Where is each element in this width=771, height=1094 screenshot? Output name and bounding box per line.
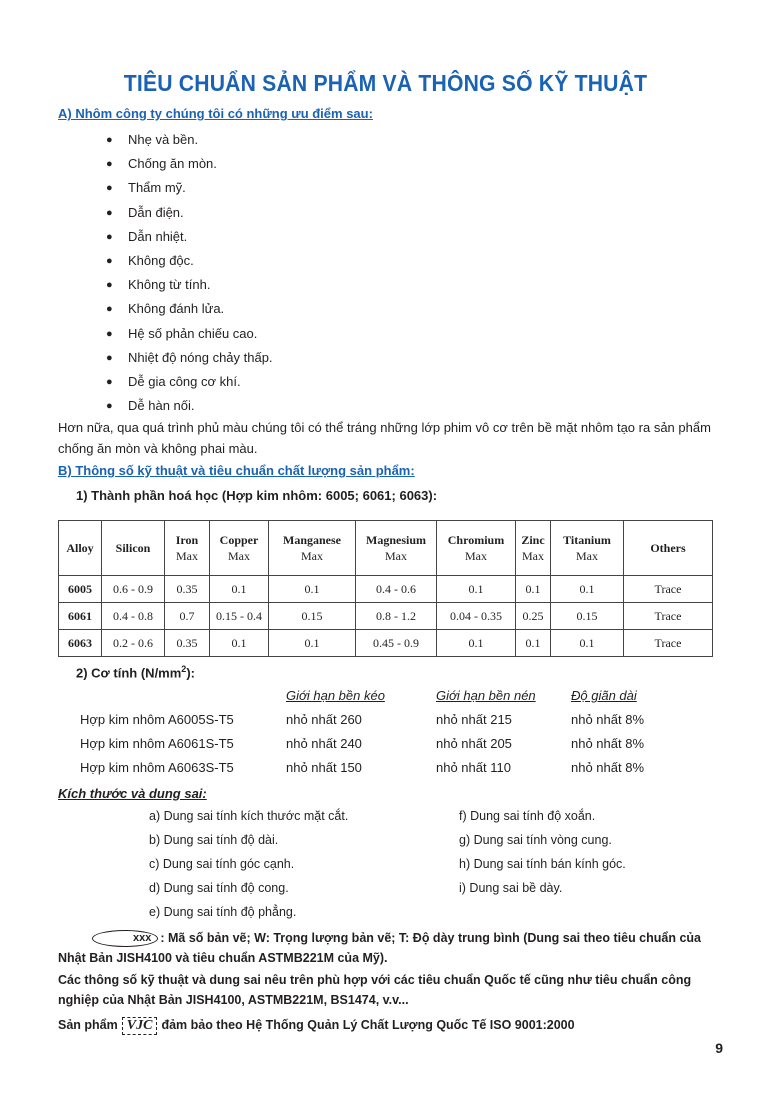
list-item: ● Thẩm mỹ. bbox=[106, 176, 273, 200]
bullet-icon: ● bbox=[106, 303, 113, 316]
col-header: Iron Max bbox=[165, 521, 210, 576]
tensile-strength-header: Giới hạn bền kéo bbox=[286, 688, 385, 703]
col-header: Manganese Max bbox=[269, 521, 356, 576]
coating-paragraph: Hơn nữa, qua quá trình phủ màu chúng tôi có thể tráng những lớp phim vô cơ trên bề mặt nhôm tạo ra sản phẩm chống ăn mòn và không phai màu. bbox=[58, 420, 711, 456]
bullet-icon: ● bbox=[106, 279, 113, 292]
bullet-icon: ● bbox=[106, 134, 113, 147]
bullet-icon: ● bbox=[106, 230, 113, 243]
elongation-header: Độ giãn dài bbox=[571, 688, 637, 703]
list-item: ● Nhiệt độ nóng chảy thấp. bbox=[106, 346, 273, 370]
list-item: ● Không từ tính. bbox=[106, 273, 273, 297]
bullet-icon: ● bbox=[106, 375, 113, 388]
alloy-name: Hợp kim nhôm A6061S-T5 bbox=[80, 736, 234, 751]
bullet-icon: ● bbox=[106, 351, 113, 364]
list-item: ● Dễ hàn nối. bbox=[106, 394, 273, 418]
vjc-logo: VJC bbox=[122, 1017, 158, 1035]
elongation-value: nhỏ nhất 8% bbox=[571, 760, 645, 775]
tensile-value: nhỏ nhất 150 bbox=[286, 760, 362, 775]
mechanical-properties-heading: 2) Cơ tính $(N/mm^2)$: bbox=[76, 664, 195, 681]
table-row: 6005 0.6 - 0.9 0.35 0.1 0.1 0.4 - 0.6 0.1 0.1 0.1 Trace bbox=[59, 576, 713, 603]
col-header: Silicon bbox=[102, 521, 165, 576]
col-header: Alloy bbox=[59, 521, 102, 576]
tensile-value: nhỏ nhất 240 bbox=[286, 736, 362, 751]
col-header: Others bbox=[624, 521, 713, 576]
tolerance-item: h) Dung sai tính bán kính góc. bbox=[459, 857, 626, 871]
table-row: 6063 0.2 - 0.6 0.35 0.1 0.1 0.45 - 0.9 0.1 0.1 0.1 Trace bbox=[59, 630, 713, 657]
tolerance-heading: Kích thước và dung sai: bbox=[58, 786, 207, 801]
alloy-name: Hợp kim nhôm A6005S-T5 bbox=[80, 712, 234, 727]
table-header-row bbox=[59, 521, 713, 576]
col-header: Chromium Max bbox=[437, 521, 516, 576]
drawing-code-badge: xxx bbox=[92, 930, 158, 947]
col-header: Zinc Max bbox=[516, 521, 551, 576]
col-header: Magnesium Max bbox=[356, 521, 437, 576]
compressive-value: nhỏ nhất 205 bbox=[436, 736, 512, 751]
bullet-icon: ● bbox=[106, 327, 113, 340]
list-item: ● Nhẹ và bền. bbox=[106, 128, 273, 152]
page-title: TIÊU CHUẨN SẢN PHẨM VÀ THÔNG SỐ KỸ THUẬT bbox=[123, 70, 648, 96]
bullet-icon: ● bbox=[106, 206, 113, 219]
page-number: 9 bbox=[715, 1040, 723, 1056]
tolerance-item: c) Dung sai tính góc cạnh. bbox=[149, 857, 295, 871]
standards-note: Các thông số kỹ thuật và dung sai nêu trên phù hợp với các tiêu chuẩn Quốc tế cũng như tiêu chuẩn công nghiệp của Nhật Bản JISH4100, ASTMB221M, BS1474, v.v... bbox=[58, 973, 692, 1007]
bullet-icon: ● bbox=[106, 182, 113, 195]
tensile-value: nhỏ nhất 260 bbox=[286, 712, 362, 727]
tolerance-item: e) Dung sai tính độ phẳng. bbox=[149, 905, 297, 919]
advantages-list bbox=[106, 128, 273, 418]
table-row: 6061 0.4 - 0.8 0.7 0.15 - 0.4 0.15 0.8 - 1.2 0.04 - 0.35 0.25 0.15 Trace bbox=[59, 603, 713, 630]
elongation-value: nhỏ nhất 8% bbox=[571, 736, 645, 751]
bullet-icon: ● bbox=[106, 255, 113, 268]
alloy-name: Hợp kim nhôm A6063S-T5 bbox=[80, 760, 234, 775]
tolerance-item: f) Dung sai tính độ xoắn. bbox=[459, 809, 596, 823]
bullet-icon: ● bbox=[106, 158, 113, 171]
tolerance-item: g) Dung sai tính vòng cung. bbox=[459, 833, 612, 847]
col-header: Titanium Max bbox=[551, 521, 624, 576]
section-b-heading: B) Thông số kỹ thuật và tiêu chuẩn chất lượng sản phẩm: bbox=[58, 463, 415, 478]
list-item: ● Dễ gia công cơ khí. bbox=[106, 370, 273, 394]
list-item: ● Chống ăn mòn. bbox=[106, 152, 273, 176]
compressive-strength-header: Giới hạn bền nén bbox=[436, 688, 536, 703]
chemical-composition-heading: 1) Thành phần hoá học (Hợp kim nhôm: 6005; 6061; 6063): bbox=[76, 488, 438, 503]
col-header: Copper Max bbox=[210, 521, 269, 576]
tolerance-item: i) Dung sai bề dày. bbox=[459, 881, 563, 895]
iso-note: Sản phẩm VJC đảm bảo theo Hệ Thống Quản Lý Chất Lượng Quốc Tế ISO 9001:2000 bbox=[58, 1017, 575, 1033]
tolerance-item: a) Dung sai tính kích thước mặt cắt. bbox=[149, 809, 349, 823]
drawing-code-note: xxx : Mã số bản vẽ; W: Trọng lượng bản vẽ; T: Độ dày trung bình (Dung sai theo tiêu chuẩn của Nhật Bản JISH4100 và tiêu chuẩn ASTMB221M của Mỹ). bbox=[58, 931, 702, 965]
list-item: ● Dẫn nhiệt. bbox=[106, 225, 273, 249]
compressive-value: nhỏ nhất 110 bbox=[436, 760, 511, 775]
list-item: ● Hệ số phản chiếu cao. bbox=[106, 322, 273, 346]
list-item: ● Không đánh lửa. bbox=[106, 297, 273, 321]
list-item: ● Dẫn điện. bbox=[106, 201, 273, 225]
compressive-value: nhỏ nhất 215 bbox=[436, 712, 512, 727]
elongation-value: nhỏ nhất 8% bbox=[571, 712, 645, 727]
section-a-heading: A) Nhôm công ty chúng tôi có những ưu điểm sau: bbox=[58, 106, 373, 121]
tolerance-item: b) Dung sai tính độ dài. bbox=[149, 833, 279, 847]
tolerance-item: d) Dung sai tính độ cong. bbox=[149, 881, 289, 895]
list-item: ● Không độc. bbox=[106, 249, 273, 273]
chemical-composition-table bbox=[58, 520, 713, 657]
bullet-icon: ● bbox=[106, 400, 113, 413]
